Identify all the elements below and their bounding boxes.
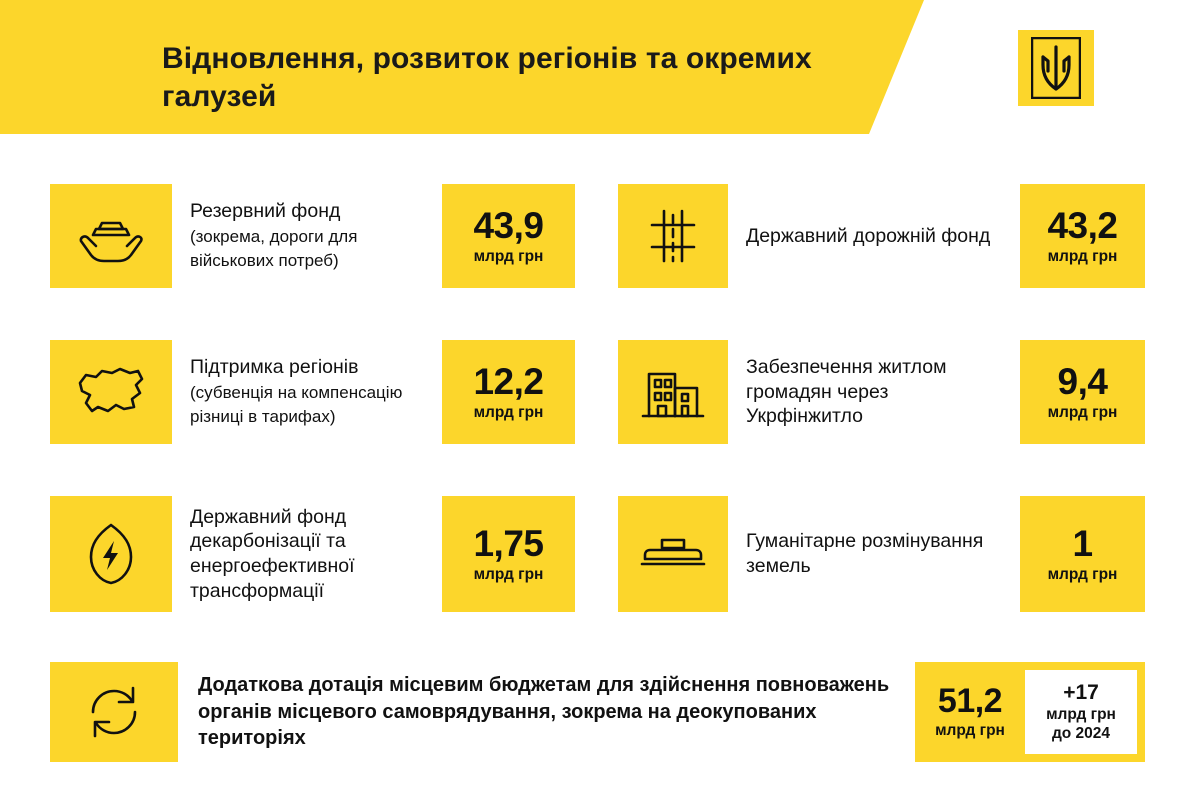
card-value-unit: млрд грн [1047, 247, 1118, 265]
card-value [1020, 184, 1145, 288]
card-value-number: 1,75 [473, 522, 544, 564]
card-value [1020, 496, 1145, 612]
card-housing [618, 340, 1145, 444]
card-value-number: 9,4 [1057, 360, 1108, 402]
refresh-cycle-icon [50, 662, 178, 762]
card-extra-value: +17 [1063, 680, 1099, 704]
ukraine-trident-emblem-icon [1018, 30, 1094, 106]
card-value-unit: млрд грн [935, 722, 1005, 739]
card-label-main: Гуманітарне розмінування земель [746, 530, 984, 577]
card-value-unit: млрд грн [1047, 403, 1118, 421]
card-extra-unit: млрд грн [1046, 705, 1116, 723]
building-icon [618, 340, 728, 444]
card-label [172, 184, 442, 288]
card-label [178, 662, 915, 762]
card-value-number: 1 [1072, 522, 1093, 564]
card-value [442, 340, 575, 444]
card-label [172, 340, 442, 444]
card-label-main: Резервний фонд [190, 199, 341, 222]
card-value-unit: млрд грн [473, 565, 544, 583]
card-value [442, 184, 575, 288]
card-value [442, 496, 575, 612]
card-label-sub: (зокрема, дороги для військових потреб) [190, 226, 358, 271]
card-value-unit: млрд грн [473, 403, 544, 421]
card-label [728, 184, 1020, 288]
card-additional-subsidy [50, 662, 1145, 762]
card-label-main: Державний дорожній фонд [746, 224, 991, 247]
card-demining [618, 496, 1145, 612]
card-label-main: Підтримка регіонів [190, 355, 359, 378]
card-decarbonization-fund [50, 496, 575, 612]
card-road-fund [618, 184, 1145, 288]
road-icon [618, 184, 728, 288]
landmine-icon [618, 496, 728, 612]
ukraine-map-icon [50, 340, 172, 444]
card-label-main: Додаткова дотація місцевим бюджетам для здійснення повноважень органів місцевого самоврядування, зокрема на деокупованих територіях [198, 674, 890, 750]
card-label-sub: (субвенція на компенсацію різниці в тарифах) [190, 382, 403, 427]
card-extra-period: до 2024 [1051, 724, 1111, 742]
header-banner [0, 0, 1199, 134]
card-value-number: 43,9 [473, 204, 544, 246]
card-value-number: 43,2 [1047, 204, 1118, 246]
card-label-main: Державний фонд декарбонізації та енергоефективної трансформації [190, 505, 355, 602]
card-value-unit: млрд грн [1047, 565, 1118, 583]
card-label [728, 340, 1020, 444]
card-label [728, 496, 1020, 612]
card-value [915, 662, 1025, 762]
card-extra-note [1025, 670, 1137, 754]
card-value-unit: млрд грн [473, 247, 544, 265]
card-value [1020, 340, 1145, 444]
page-title: Відновлення, розвиток регіонів та окремих галузей [162, 42, 812, 114]
card-value-number: 12,2 [473, 360, 544, 402]
card-value-number: 51,2 [937, 682, 1003, 720]
card-regions-support [50, 340, 575, 444]
card-label-main: Забезпечення житлом громадян через Укрфінжитло [746, 355, 947, 428]
hands-holding-gold-icon [50, 184, 172, 288]
card-reserve-fund [50, 184, 575, 288]
card-label [172, 496, 442, 612]
leaf-energy-icon [50, 496, 172, 612]
